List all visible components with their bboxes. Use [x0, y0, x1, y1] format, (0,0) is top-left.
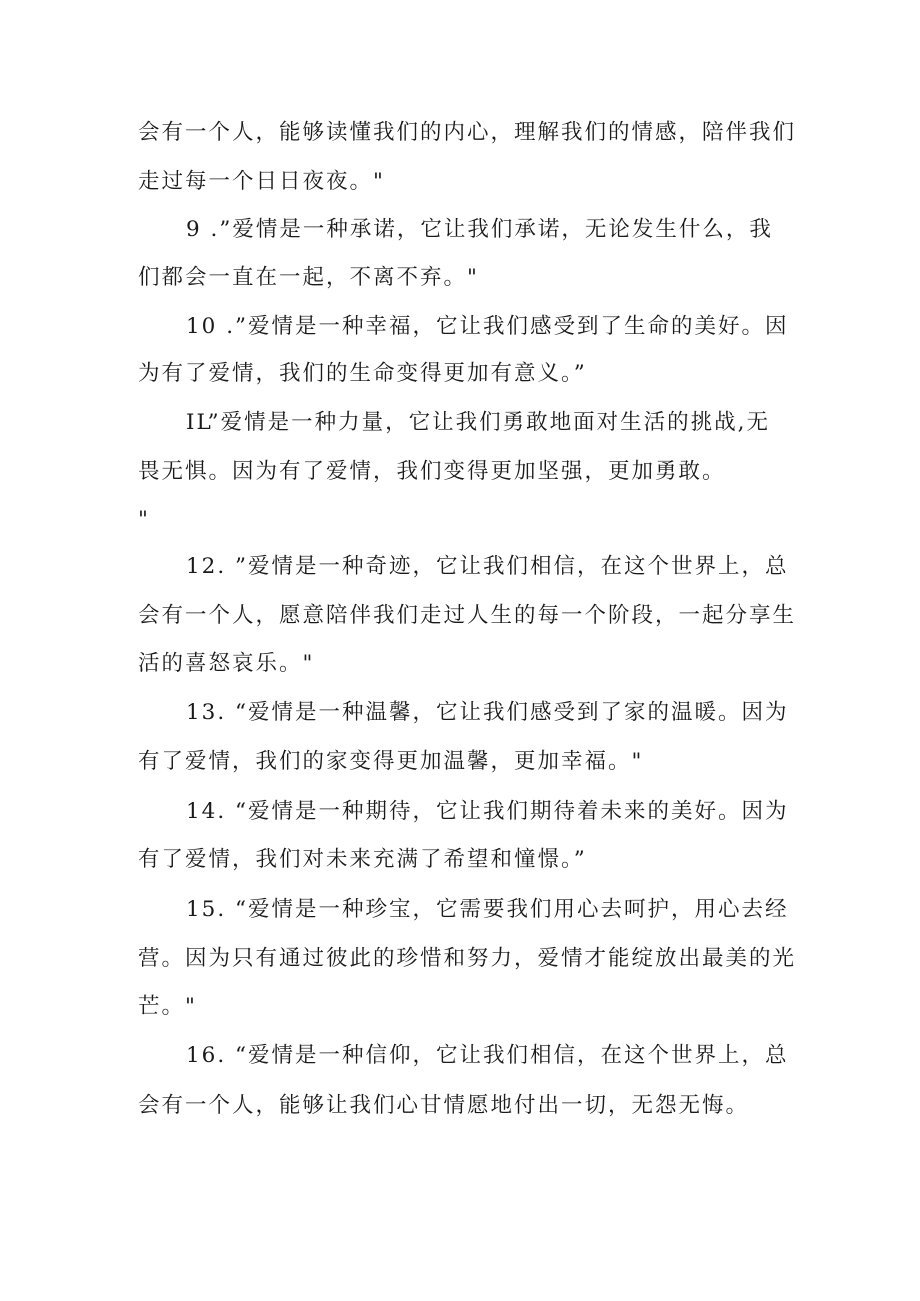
paragraph-start-line: IL”爱情是一种力量，它让我们勇敢地面对生活的挑战,无 [186, 410, 770, 435]
paragraph-start-line: 14. “爱情是一种期待，它让我们期待着未来的美好。因为 [186, 799, 789, 824]
text-line: 营。因为只有通过彼此的珍惜和努力，爱情才能绽放出最美的光 [138, 946, 797, 971]
text-line: 有了爱情，我们对未来充满了希望和憧憬。” [138, 847, 587, 872]
paragraph-start-line: 12. ”爱情是一种奇迹，它让我们相信，在这个世界上，总 [186, 554, 789, 579]
text-line: 会有一个人，愿意陪伴我们走过人生的每一个阶段，一起分享生 [138, 603, 797, 628]
paragraph-start-line: 15. “爱情是一种珍宝，它需要我们用心去呵护，用心去经 [186, 897, 789, 922]
text-line: 芒。" [138, 994, 197, 1019]
text-line: 畏无惧。因为有了爱情，我们变得更加坚强，更加勇敢。 [138, 459, 726, 484]
text-line: 们都会一直在一起，不离不弃。" [138, 265, 479, 290]
text-line: 会有一个人，能够读懂我们的内心，理解我们的情感，陪伴我们 [138, 120, 797, 145]
paragraph-start-line: 10 .”爱情是一种幸福，它让我们感受到了生命的美好。因 [186, 314, 789, 339]
paragraph-start-line: 16. “爱情是一种信仰，它让我们相信，在这个世界上，总 [186, 1043, 789, 1068]
paragraph-start-line: 9 .”爱情是一种承诺，它让我们承诺，无论发生什么，我 [186, 217, 773, 242]
paragraph-start-line: 13. “爱情是一种温馨，它让我们感受到了家的温暖。因为 [186, 700, 789, 725]
text-line: " [138, 507, 150, 532]
text-line: 走过每一个日日夜夜。" [138, 169, 385, 194]
text-line: 活的喜怒哀乐。" [138, 651, 315, 676]
text-line: 为有了爱情，我们的生命变得更加有意义。” [138, 361, 587, 386]
text-line: 有了爱情，我们的家变得更加温馨，更加幸福。" [138, 749, 644, 774]
text-line: 会有一个人，能够让我们心甘情愿地付出一切，无怨无悔。 [138, 1093, 750, 1118]
